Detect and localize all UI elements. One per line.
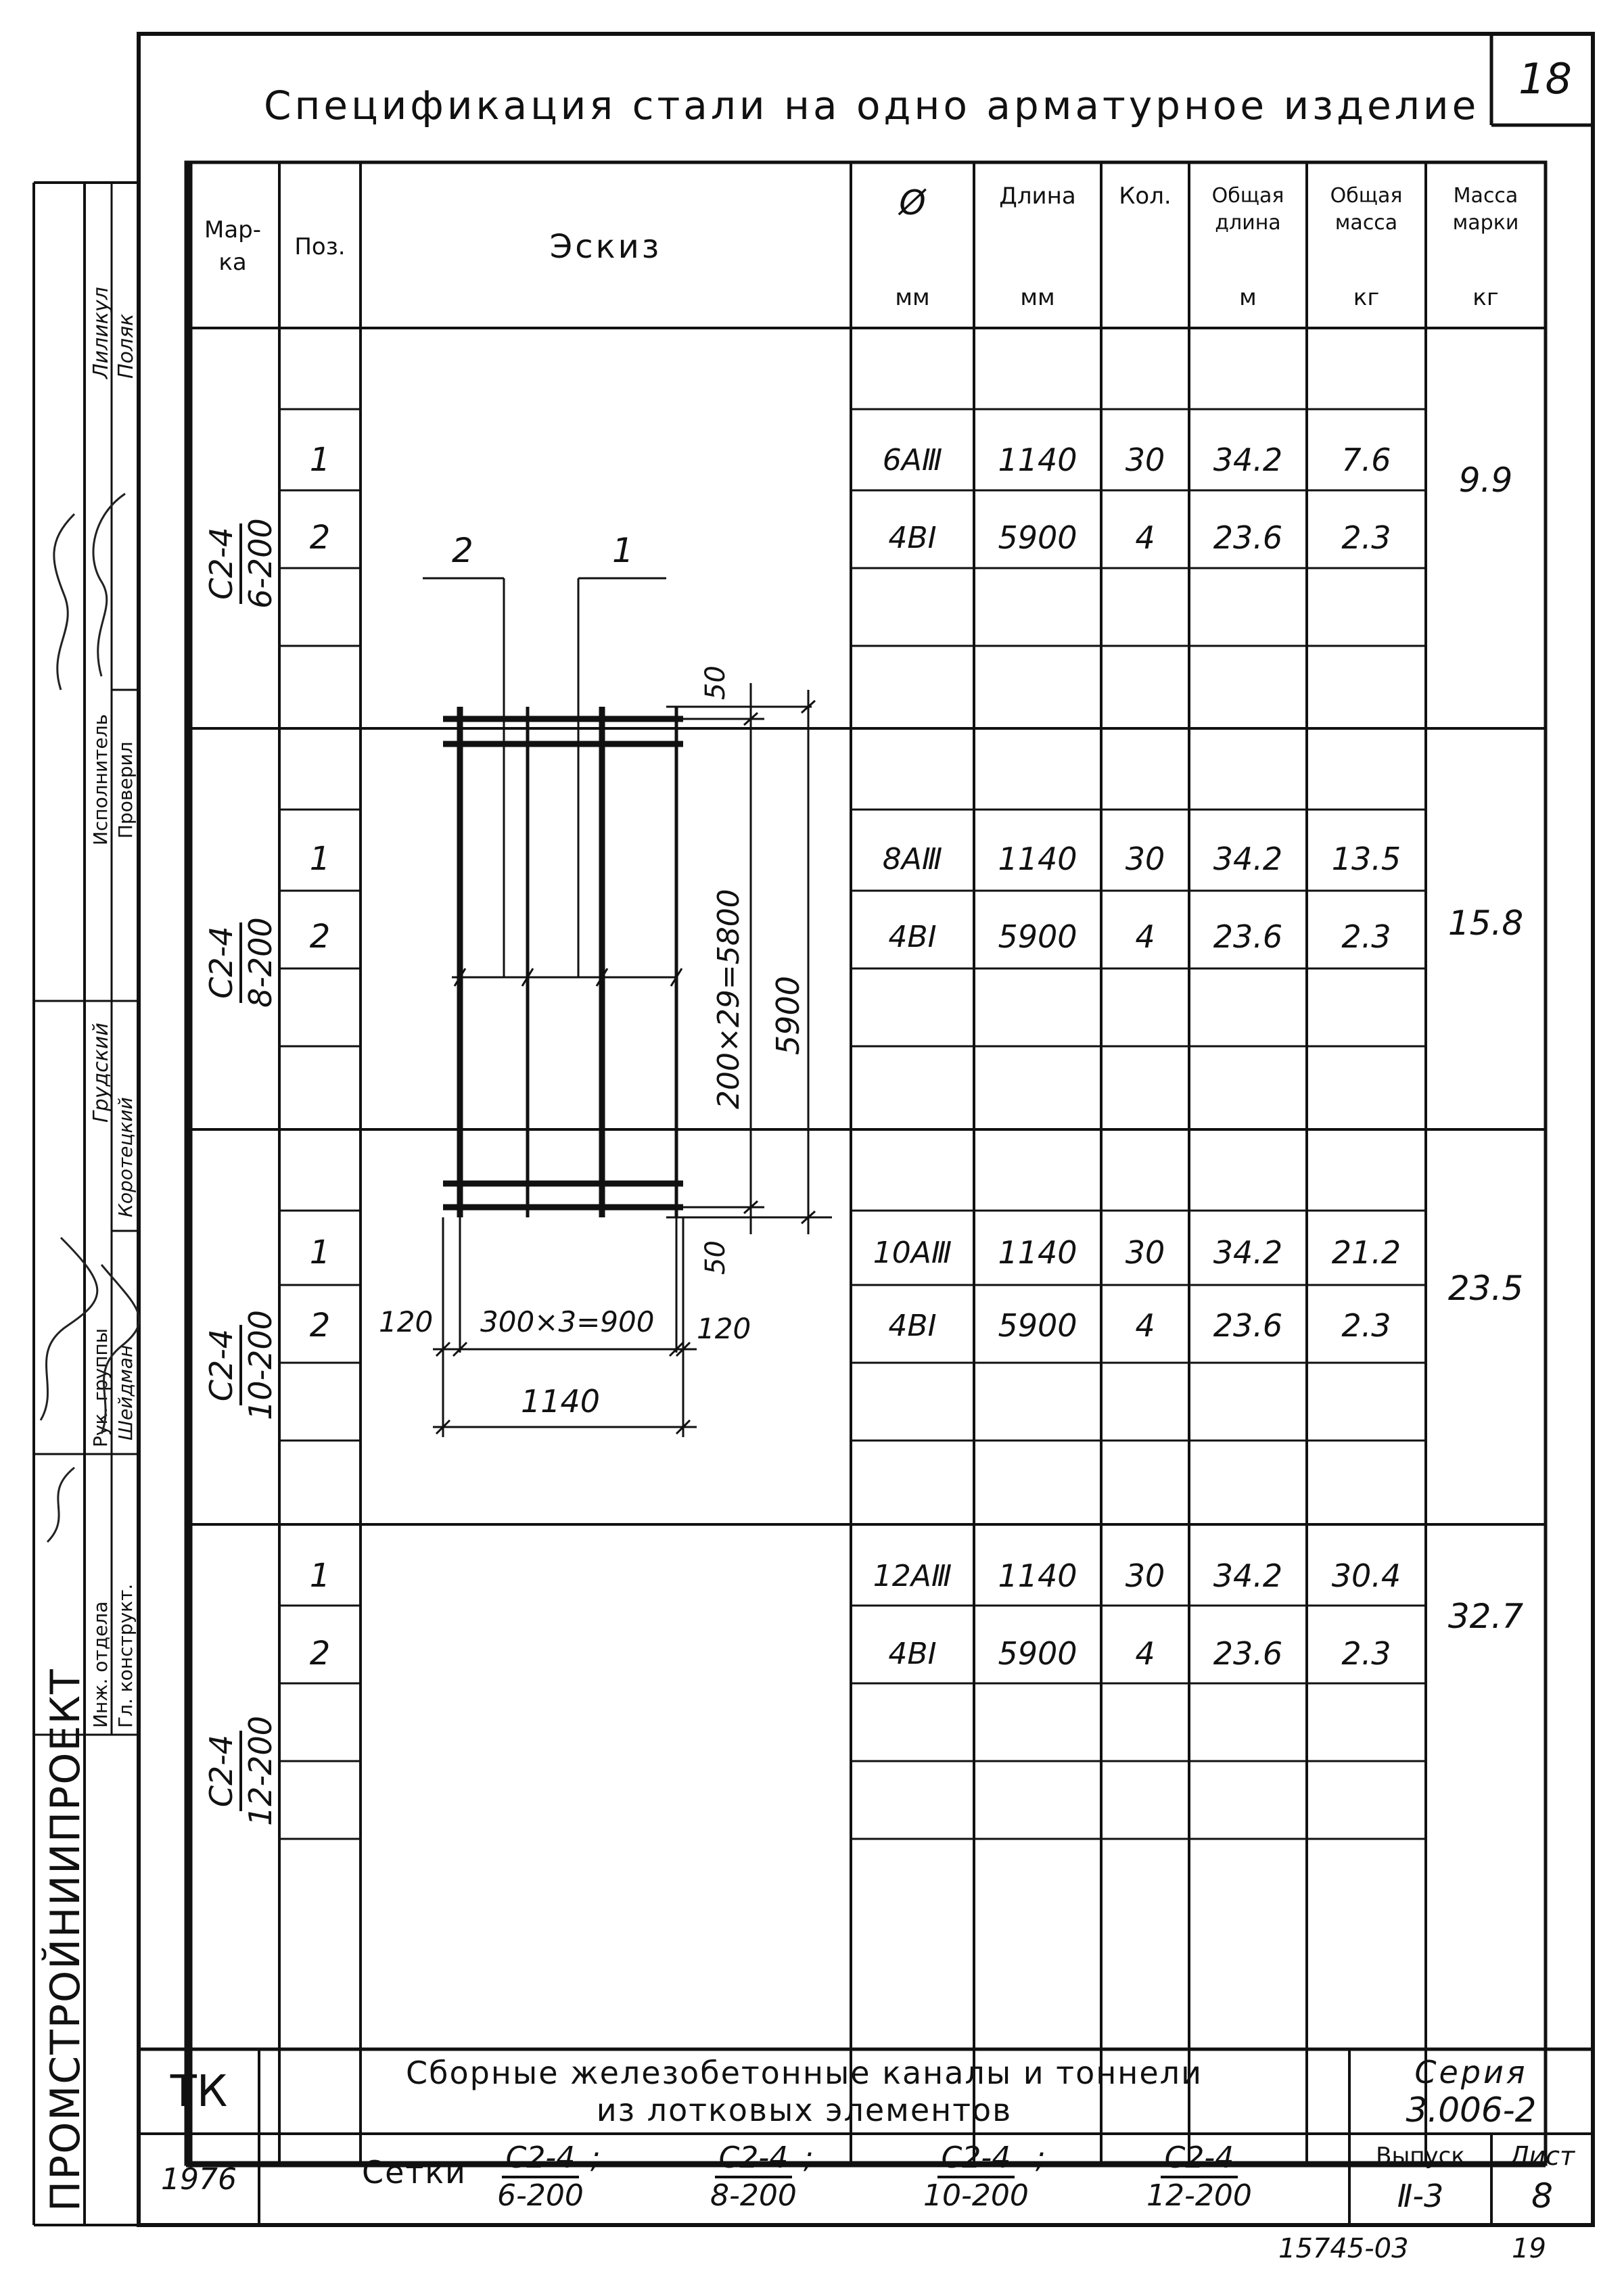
length-cell: 5900 bbox=[998, 1635, 1077, 1672]
header-pos: Поз. bbox=[294, 233, 346, 260]
diameter-cell: 8АⅢ bbox=[882, 841, 943, 876]
count-cell: 30 bbox=[1125, 442, 1165, 478]
sketch-dim-total-width: 1140 bbox=[521, 1383, 601, 1420]
count-cell: 4 bbox=[1135, 519, 1155, 556]
page-number: 18 bbox=[1518, 54, 1572, 103]
length-cell: 5900 bbox=[998, 519, 1077, 556]
stamp-role: Рук. группы bbox=[89, 1328, 112, 1447]
total-mass-cell: 2.3 bbox=[1341, 519, 1391, 556]
header-mark-mass-unit: кг bbox=[1472, 284, 1499, 311]
pos-cell: 2 bbox=[309, 918, 331, 956]
mark-cell: С2-4 6-200 bbox=[203, 518, 279, 609]
count-cell: 4 bbox=[1135, 1635, 1155, 1672]
title-block-sheet-value: 8 bbox=[1531, 2176, 1553, 2216]
stamp-name: Поляк bbox=[114, 313, 138, 379]
sketch-dim-left: 120 bbox=[379, 1305, 434, 1338]
mark-mass-cell: 32.7 bbox=[1447, 1597, 1524, 1636]
length-cell: 5900 bbox=[998, 1307, 1077, 1344]
title-block-series-label: Серия bbox=[1414, 2054, 1528, 2090]
total-mass-cell: 30.4 bbox=[1331, 1558, 1401, 1594]
stamp-role: Гл. конструкт. bbox=[114, 1583, 137, 1728]
mark-cell: С2-4 10-200 bbox=[203, 1310, 279, 1420]
mark-cell: С2-4 8-200 bbox=[203, 917, 279, 1008]
diameter-cell: 10АⅢ bbox=[873, 1235, 952, 1270]
pos-cell: 2 bbox=[309, 1635, 331, 1673]
sketch-leader-label-1: 1 bbox=[612, 531, 634, 570]
sketch-dim-middle: 300×3=900 bbox=[480, 1305, 655, 1338]
stamp-name: Шейдман bbox=[114, 1344, 137, 1441]
length-cell: 1140 bbox=[998, 442, 1077, 478]
title-block-issue-value: Ⅱ-3 bbox=[1397, 2178, 1444, 2214]
length-cell: 1140 bbox=[998, 1558, 1077, 1594]
header-mark-mass: Масса марки bbox=[1452, 183, 1519, 235]
length-cell: 1140 bbox=[998, 1234, 1077, 1271]
stamp-name: Грудский bbox=[89, 1023, 113, 1123]
mark-mass-cell: 9.9 bbox=[1458, 461, 1513, 500]
header-total-mass: Общая масса bbox=[1330, 183, 1403, 235]
title-block-subtitle: Сетки bbox=[362, 2154, 467, 2191]
title-block-code: ТК bbox=[170, 2066, 228, 2117]
length-cell: 5900 bbox=[998, 918, 1077, 955]
header-sketch: Эскиз bbox=[549, 228, 662, 266]
total-mass-cell: 2.3 bbox=[1341, 1307, 1391, 1344]
diameter-cell: 4ВI bbox=[888, 1636, 937, 1671]
diameter-cell: 4ВI bbox=[888, 520, 937, 555]
count-cell: 4 bbox=[1135, 1307, 1155, 1344]
mark-mass-cell: 23.5 bbox=[1447, 1269, 1524, 1308]
header-diameter-unit: мм bbox=[895, 284, 930, 311]
total-length-cell: 34.2 bbox=[1213, 442, 1283, 478]
pos-cell: 1 bbox=[309, 840, 331, 878]
sheet-title: Спецификация стали на одно арматурное изделие bbox=[264, 83, 1480, 128]
sketch-dim-right: 120 bbox=[697, 1312, 751, 1345]
sketch-dim-total-vertical: 5900 bbox=[770, 975, 806, 1055]
stamp-role: Инж. отдела bbox=[89, 1601, 112, 1728]
total-length-cell: 34.2 bbox=[1213, 841, 1283, 877]
pos-cell: 2 bbox=[309, 519, 331, 557]
header-length: Длина bbox=[999, 183, 1076, 210]
stamp-name: Лиликул bbox=[89, 287, 113, 379]
pos-cell: 1 bbox=[309, 1557, 331, 1595]
title-block-title-line2: из лотковых элементов bbox=[596, 2092, 1013, 2128]
title-block-series-value: 3.006-2 bbox=[1406, 2090, 1537, 2130]
stamp-name: Коротецкий bbox=[114, 1097, 137, 1217]
title-block-mark: $\frac{С2-4}{12-200}$ bbox=[1146, 2141, 1252, 2213]
diameter-cell: 4ВI bbox=[888, 1308, 937, 1343]
bottom-code: 15745-03 bbox=[1278, 2233, 1409, 2264]
header-total-mass-unit: кг bbox=[1353, 284, 1380, 311]
diameter-cell: 12АⅢ bbox=[873, 1558, 952, 1593]
diameter-cell: 4ВI bbox=[888, 919, 937, 954]
header-diameter: Ø bbox=[899, 183, 926, 223]
title-block-mark: $\frac{С2-4}{6-200}$ ; bbox=[497, 2141, 601, 2213]
count-cell: 30 bbox=[1125, 1234, 1165, 1271]
title-block-title-line1: Сборные железобетонные каналы и тоннели bbox=[406, 2055, 1203, 2091]
total-length-cell: 23.6 bbox=[1213, 1307, 1283, 1344]
title-block-sheet-label: Лист bbox=[1509, 2141, 1575, 2171]
total-length-cell: 34.2 bbox=[1213, 1558, 1283, 1594]
total-mass-cell: 13.5 bbox=[1331, 841, 1401, 877]
sketch-dim-spacing-vertical: 200×29=5800 bbox=[712, 889, 746, 1109]
pos-cell: 1 bbox=[309, 1234, 331, 1271]
header-total-length-unit: м bbox=[1239, 284, 1257, 311]
length-cell: 1140 bbox=[998, 841, 1077, 877]
header-mark: Мар-ка bbox=[204, 216, 262, 276]
header-total-length: Общая длина bbox=[1211, 183, 1284, 235]
total-mass-cell: 7.6 bbox=[1341, 442, 1391, 478]
title-block-issue-label: Выпуск bbox=[1376, 2142, 1465, 2170]
total-length-cell: 34.2 bbox=[1213, 1234, 1283, 1271]
sketch-dim-top: 50 bbox=[700, 665, 731, 700]
total-length-cell: 23.6 bbox=[1213, 1635, 1283, 1672]
mark-cell: С2-4 12-200 bbox=[203, 1716, 279, 1826]
count-cell: 4 bbox=[1135, 918, 1155, 955]
mark-mass-cell: 15.8 bbox=[1447, 904, 1524, 943]
header-length-unit: мм bbox=[1020, 284, 1055, 311]
title-block-mark: $\frac{С2-4}{8-200}$ ; bbox=[710, 2141, 814, 2213]
stamp-role: Проверил bbox=[114, 741, 137, 839]
count-cell: 30 bbox=[1125, 841, 1165, 877]
title-block-year: 1976 bbox=[161, 2162, 237, 2197]
diameter-cell: 6АⅢ bbox=[882, 442, 943, 477]
header-count: Кол. bbox=[1119, 183, 1171, 210]
sketch-leader-label-2: 2 bbox=[452, 531, 473, 570]
title-block-mark: $\frac{С2-4}{10-200}$ ; bbox=[923, 2141, 1046, 2213]
total-length-cell: 23.6 bbox=[1213, 519, 1283, 556]
pos-cell: 2 bbox=[309, 1307, 331, 1344]
bottom-page: 19 bbox=[1512, 2233, 1546, 2264]
count-cell: 30 bbox=[1125, 1558, 1165, 1594]
total-mass-cell: 21.2 bbox=[1331, 1234, 1401, 1271]
total-mass-cell: 2.3 bbox=[1341, 1635, 1391, 1672]
org-name: ПРОМСТРОЙНИИПРОЕКТ bbox=[42, 1668, 89, 2212]
stamp-role: Исполнитель bbox=[89, 714, 112, 845]
sketch-dim-bottom: 50 bbox=[700, 1240, 731, 1275]
total-mass-cell: 2.3 bbox=[1341, 918, 1391, 955]
pos-cell: 1 bbox=[309, 441, 331, 479]
total-length-cell: 23.6 bbox=[1213, 918, 1283, 955]
